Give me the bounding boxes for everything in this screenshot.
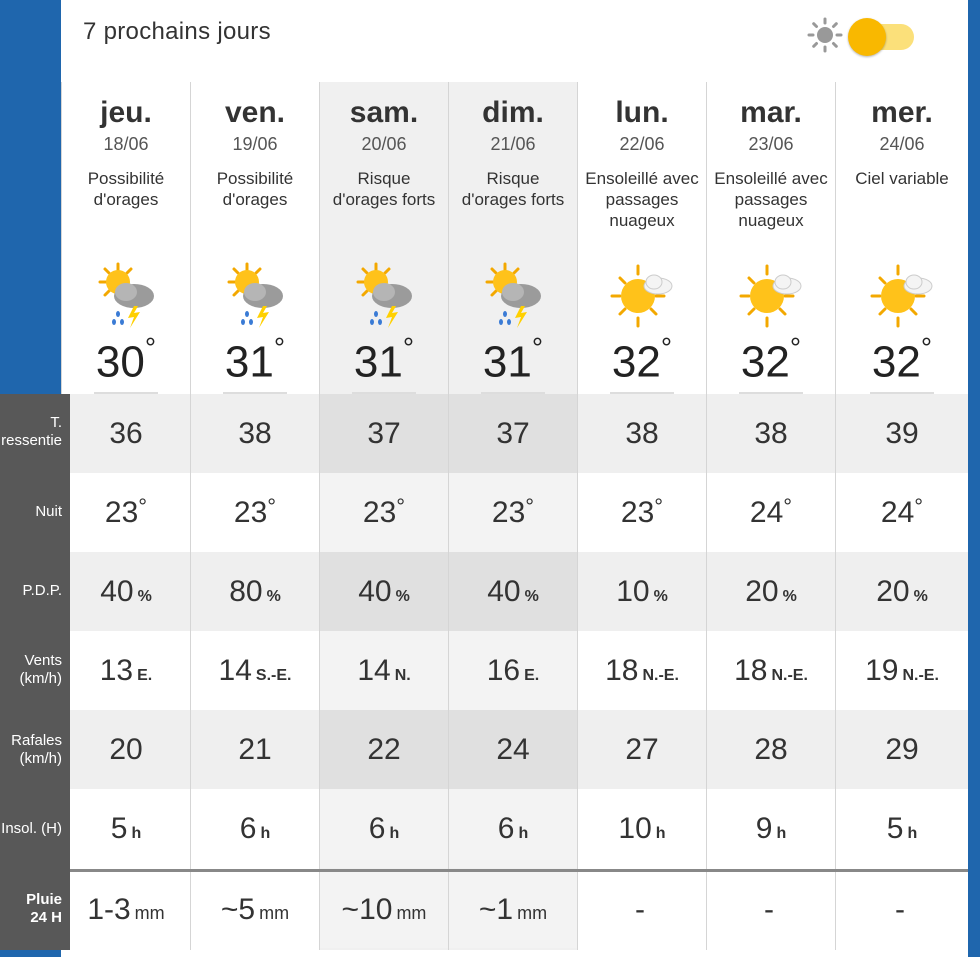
feels-like-cell: 39: [836, 394, 968, 473]
feels-like-cell: 37: [320, 394, 448, 473]
wind-cell: 18 N.-E.: [734, 654, 808, 687]
label-insol: Insol. (H): [1, 820, 62, 837]
forecast-title: 7 prochains jours: [83, 18, 271, 45]
day-column: [448, 82, 577, 950]
pdp-cell: 10 %: [578, 552, 706, 631]
day-name: sam.: [349, 96, 419, 129]
feels-like-cell: 38: [578, 394, 706, 473]
day-column: [61, 82, 190, 950]
day-temperature: 31°: [224, 332, 286, 387]
storm-sun-icon: [92, 262, 160, 330]
sunshine-cell: 10 h: [618, 812, 666, 845]
gusts-cell: 29: [836, 710, 968, 789]
day-date: 24/06: [879, 134, 925, 154]
gusts-cell: 24: [449, 710, 577, 789]
day-column: [190, 82, 319, 950]
day-temperature: 32°: [740, 332, 802, 387]
label-nuit: Nuit: [35, 503, 62, 520]
storm-sun-icon: [350, 262, 418, 330]
sunshine-cell: 5 h: [110, 812, 142, 845]
day-name: lun.: [615, 96, 669, 129]
wind-cell: 16 E.: [449, 631, 577, 710]
day-description: Possibilité d'orages: [216, 169, 294, 209]
rain-cell: 1-3 mm: [87, 893, 165, 926]
day-temperature: 31°: [353, 332, 415, 387]
storm-sun-icon: [479, 262, 547, 330]
night-temp-cell: 24°: [880, 494, 924, 529]
day-description: Ensoleillé avec passages nuageux: [714, 169, 828, 230]
gusts-cell: 21: [191, 710, 319, 789]
pdp-cell: 20 %: [707, 552, 835, 631]
feels-like-cell: 36: [62, 394, 190, 473]
sunshine-cell: 6 h: [239, 812, 271, 845]
day-column: [835, 82, 968, 950]
day-name: jeu.: [100, 96, 152, 129]
rain-cell: -: [635, 893, 645, 926]
wind-cell: 19 N.-E.: [865, 654, 939, 687]
label-vents: Vents (km/h): [19, 652, 62, 687]
rain-cell: ~5 mm: [220, 893, 290, 926]
wind-cell: 13 E.: [99, 654, 153, 687]
toggle-knob[interactable]: [848, 18, 886, 56]
day-description: Ensoleillé avec passages nuageux: [585, 169, 699, 230]
day-name: dim.: [482, 96, 544, 129]
gusts-cell: 27: [578, 710, 706, 789]
pdp-cell: 40 %: [62, 552, 190, 631]
day-temperature: 32°: [871, 332, 933, 387]
rain-cell: ~10 mm: [320, 871, 448, 948]
pdp-cell: 20 %: [836, 552, 968, 631]
night-temp-cell: 23°: [320, 473, 448, 552]
day-temperature: 32°: [611, 332, 673, 387]
label-rafales: Rafales (km/h): [11, 732, 62, 767]
day-temperature: 30°: [95, 332, 157, 387]
label-pdp: P.D.P.: [22, 582, 62, 599]
forecast-grid: [0, 82, 968, 950]
pdp-cell: 80 %: [191, 552, 319, 631]
day-date: 22/06: [619, 134, 665, 154]
wind-cell: 18 N.-E.: [605, 654, 679, 687]
sunshine-cell: 6 h: [449, 789, 577, 868]
feels-like-cell: 38: [707, 394, 835, 473]
gusts-cell: 28: [707, 710, 835, 789]
day-name: mar.: [740, 96, 802, 129]
pdp-cell: 40 %: [320, 552, 448, 631]
sunshine-cell: 9 h: [755, 812, 787, 845]
day-temperature: 31°: [482, 332, 544, 387]
day-name: mer.: [871, 96, 933, 129]
feels-like-cell: 37: [449, 394, 577, 473]
night-temp-cell: 23°: [449, 473, 577, 552]
moon-icon: [920, 16, 954, 54]
pdp-cell: 40 %: [449, 552, 577, 631]
day-date: 23/06: [748, 134, 794, 154]
gusts-cell: 22: [320, 710, 448, 789]
day-night-toggle[interactable]: [806, 14, 956, 58]
rain-cell: -: [895, 893, 905, 926]
sun-cloud-icon: [737, 262, 805, 330]
sun-cloud-icon: [868, 262, 936, 330]
day-description: Possibilité d'orages: [87, 169, 165, 209]
feels-like-cell: 38: [191, 394, 319, 473]
night-temp-cell: 24°: [749, 494, 793, 529]
sunshine-cell: 6 h: [320, 789, 448, 868]
gusts-cell: 20: [62, 710, 190, 789]
day-description: Risque d'orages forts: [332, 169, 436, 209]
rain-row-separator: [0, 869, 968, 872]
day-column: [319, 82, 448, 950]
wind-cell: 14 S.-E.: [218, 654, 292, 687]
day-date: 19/06: [232, 134, 278, 154]
row-labels-column: [0, 394, 70, 950]
day-column: [706, 82, 835, 950]
day-name: ven.: [224, 96, 286, 129]
sun-cloud-icon: [608, 262, 676, 330]
sun-icon: [806, 16, 844, 54]
day-description: Risque d'orages forts: [461, 169, 565, 209]
day-date: 21/06: [490, 134, 536, 154]
day-date: 20/06: [361, 134, 407, 154]
rain-cell: ~1 mm: [449, 871, 577, 948]
storm-sun-icon: [221, 262, 289, 330]
night-temp-cell: 23°: [233, 494, 277, 529]
night-temp-cell: 23°: [620, 494, 664, 529]
night-temp-cell: 23°: [104, 494, 148, 529]
day-column: [577, 82, 706, 950]
rain-cell: -: [764, 893, 774, 926]
wind-cell: 14 N.: [320, 631, 448, 710]
label-t-ressentie: T. ressentie: [1, 414, 62, 449]
day-date: 18/06: [103, 134, 149, 154]
sunshine-cell: 5 h: [886, 812, 918, 845]
day-description: Ciel variable: [855, 169, 949, 188]
label-pluie: Pluie 24 H: [26, 891, 62, 926]
